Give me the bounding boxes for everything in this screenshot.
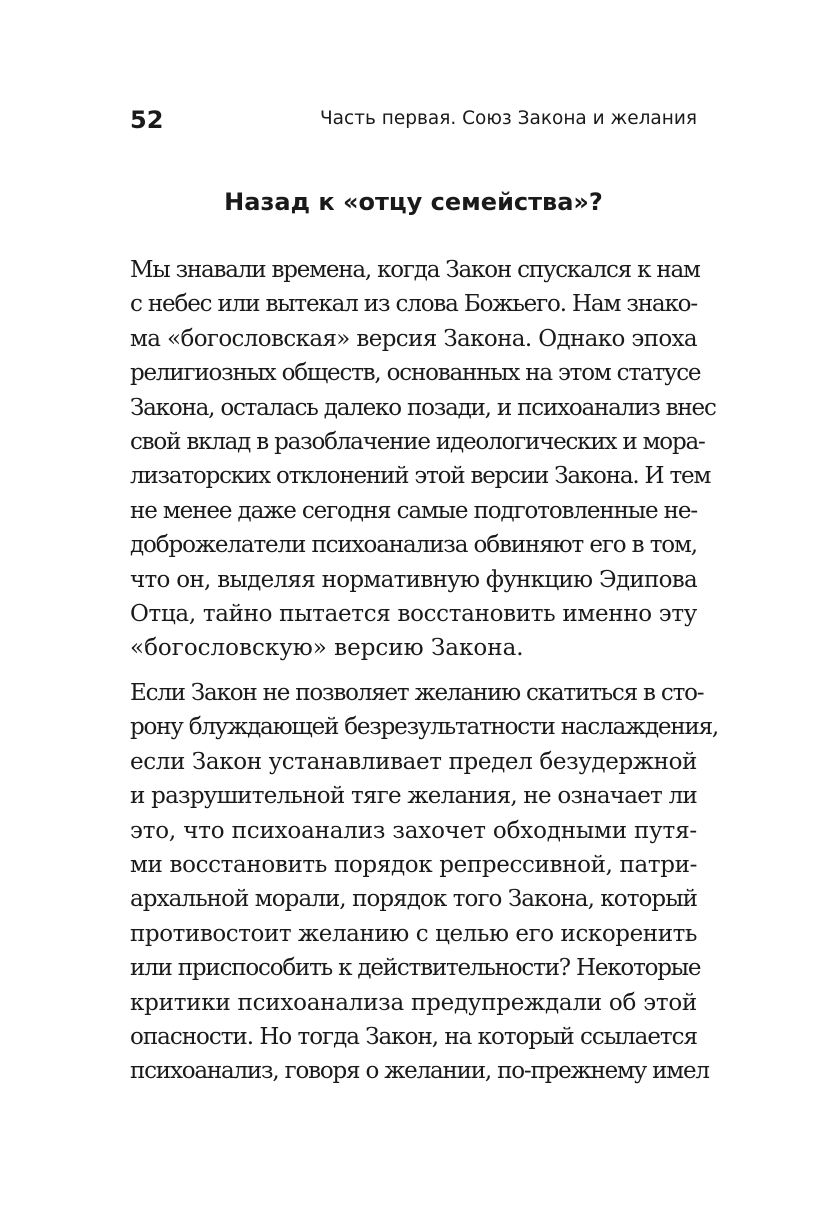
text-line: что он, выделяя нормативную функцию Эдипова	[130, 566, 697, 593]
text-line: Закона, осталась далеко позади, и психоанализ внес	[130, 394, 716, 421]
text-line: Отца, тайно пытается восстановить именно эту	[130, 600, 698, 627]
paragraph-1	[130, 253, 716, 666]
text-line: или приспособить к действительности? Некоторые	[130, 955, 701, 982]
running-head: Часть первая. Союз Закона и желания	[320, 108, 697, 129]
text-line: с небес или вытекал из слова Божьего. Нам знако-	[130, 291, 697, 318]
text-line: ми восстановить порядок репрессивной, патри-	[130, 851, 698, 878]
text-line: это, что психоанализ захочет обходными путя-	[130, 817, 698, 844]
text-line: если Закон устанавливает предел безудержной	[130, 748, 698, 775]
text-line: религиозных обществ, основанных на этом статусе	[130, 360, 701, 387]
text-line: опасности. Но тогда Закон, на который ссылается	[130, 1023, 697, 1050]
section-title: Назад к «отцу семейства»?	[224, 188, 603, 216]
text-line: лизаторских отклонений этой версии Закона. И тем	[130, 463, 711, 490]
text-line: свой вклад в разоблачение идеологических и мора-	[130, 428, 705, 455]
text-line: критики психоанализа предупреждали об этой	[130, 989, 698, 1016]
text-line: Мы знавали времена, когда Закон спускался к нам	[130, 257, 700, 283]
text-line: психоанализ, говоря о желании, по-прежнему имел	[130, 1058, 709, 1085]
text-line: Если Закон не позволяет желанию скатиться в сто-	[130, 680, 704, 706]
text-line: «богословскую» версию Закона.	[130, 635, 524, 662]
text-line: ма «богословская» версия Закона. Однако эпоха	[130, 325, 697, 352]
text-line: противостоит желанию с целью его искоренить	[130, 920, 697, 947]
text-line: не менее даже сегодня самые подготовленные не-	[130, 497, 697, 524]
text-line: рону блуждающей безрезультатности наслаждения,	[130, 714, 719, 741]
page-number: 52	[130, 106, 164, 134]
paragraph-2	[130, 676, 719, 1089]
text-line: архальной морали, порядок того Закона, который	[130, 886, 697, 913]
text-line: и разрушительной тяге желания, не означает ли	[130, 783, 698, 810]
text-line: доброжелатели психоанализа обвиняют его в том,	[130, 532, 697, 559]
